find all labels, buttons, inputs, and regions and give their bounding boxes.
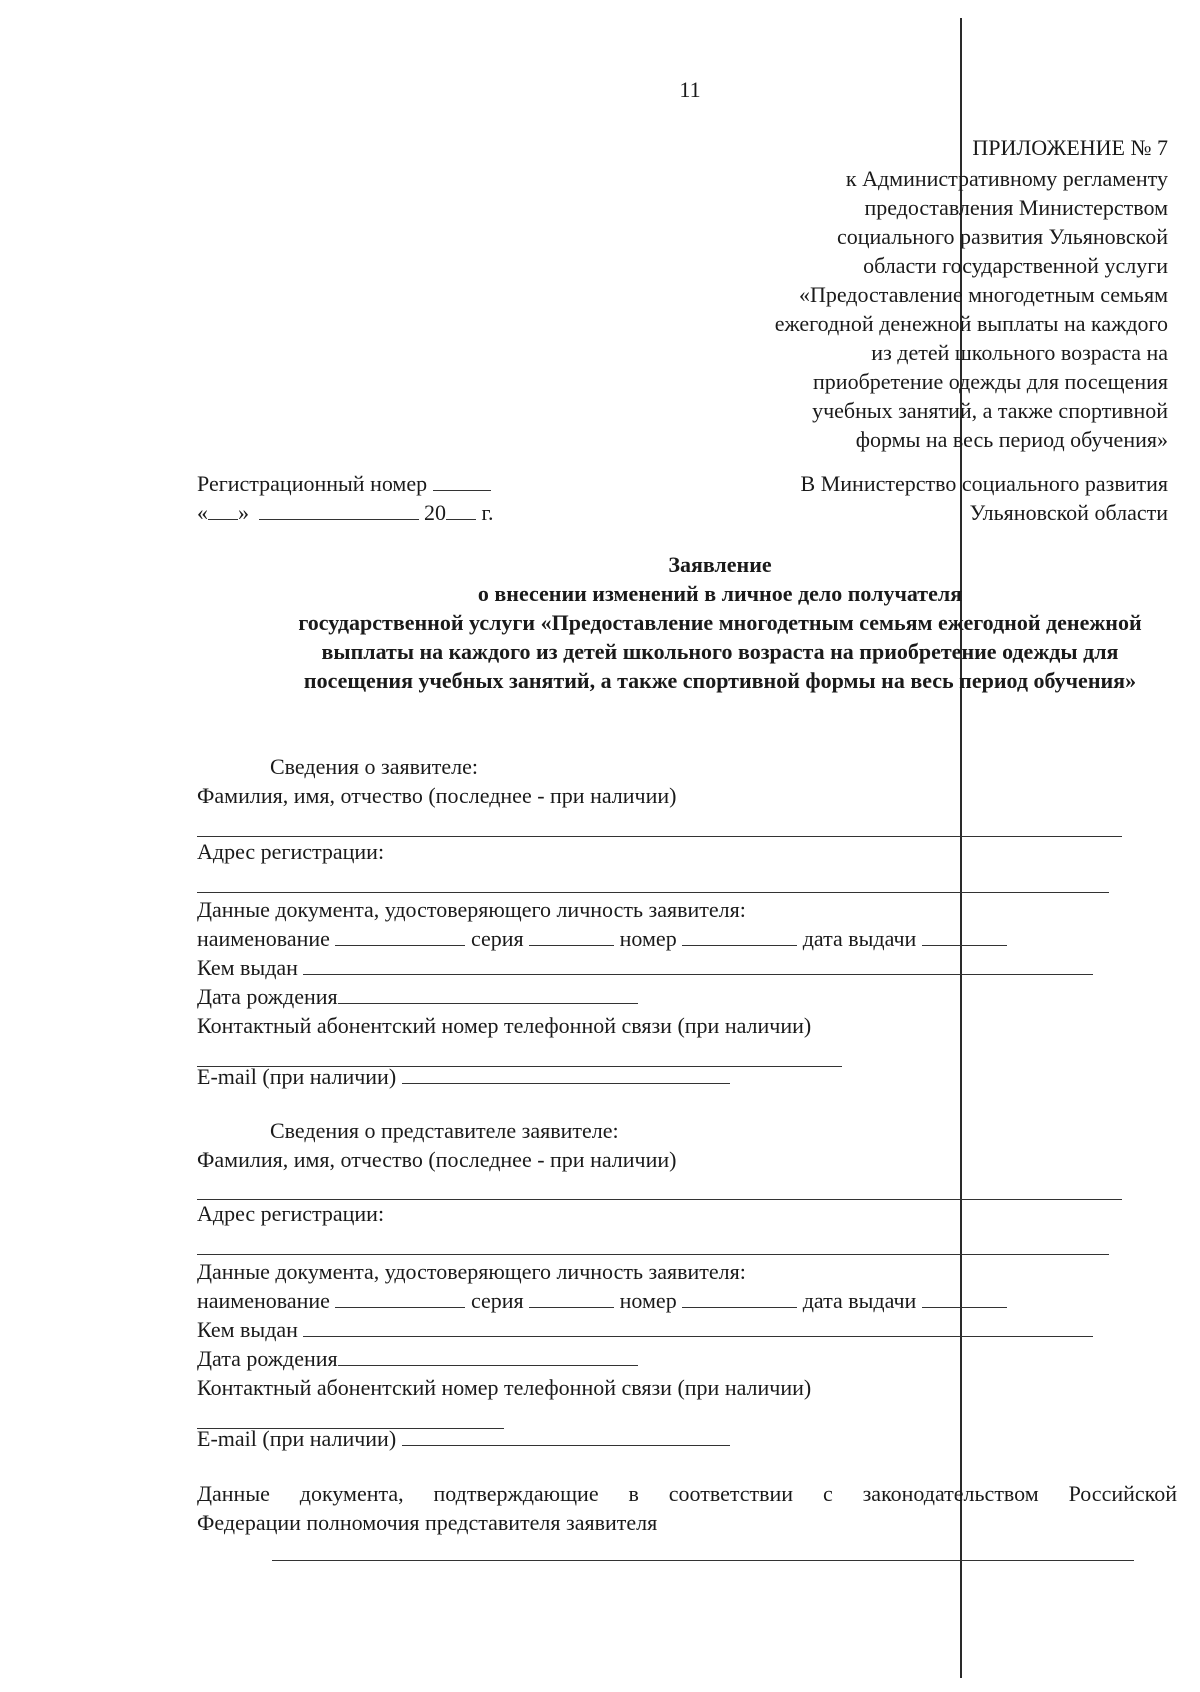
doc-name-label: наименование [197, 926, 330, 951]
representative-fio-label: Фамилия, имя, отчество (последнее - при наличии) [197, 1147, 677, 1172]
doc-name-field[interactable] [335, 925, 465, 946]
applicant-email-line [197, 1063, 730, 1091]
issued-by-field[interactable] [303, 954, 1093, 975]
representative-phone-label: Контактный абонентский номер телефонной связи (при наличии) [197, 1375, 812, 1400]
doc-number-label: номер [619, 926, 677, 951]
appendix-line: предоставления Министерством [864, 195, 1168, 220]
statement-subtitle: о внесении изменений в личное дело получателя [477, 581, 963, 606]
doc-date-field[interactable] [922, 1287, 1007, 1308]
appendix-line: «Предоставление многодетным семьям [798, 282, 1168, 307]
doc-date-label: дата выдачи [802, 926, 917, 951]
appendix-line: социального развития Ульяновской [836, 224, 1168, 249]
addressee-line: В Министерство социального развития [800, 471, 1168, 496]
representative-address-field[interactable] [197, 1254, 1109, 1255]
doc-date-label: дата выдачи [802, 1288, 917, 1313]
doc-name-label: наименование [197, 1288, 330, 1313]
representative-birth-line [197, 1345, 638, 1373]
doc-name-field[interactable] [335, 1287, 465, 1308]
birth-date-label: Дата рождения [197, 984, 338, 1009]
appendix-line: учебных занятий, а также спортивной [812, 398, 1168, 423]
email-label: E-mail (при наличии) [197, 1064, 397, 1089]
quote-open: « [197, 500, 208, 525]
representative-email-line [197, 1425, 730, 1453]
representative-doc-heading: Данные документа, удостоверяющего личность заявителя: [197, 1259, 746, 1284]
doc-number-label: номер [619, 1288, 677, 1313]
authority-field[interactable] [272, 1560, 1134, 1561]
applicant-fio-field[interactable] [197, 836, 1122, 837]
page-number: 11 [679, 77, 701, 102]
applicant-fio-label: Фамилия, имя, отчество (последнее - при наличии) [197, 783, 677, 808]
appendix-line: формы на весь период обучения» [855, 427, 1168, 452]
representative-heading: Сведения о представителе заявителе: [270, 1118, 619, 1143]
doc-series-field[interactable] [529, 1287, 614, 1308]
registration-day-field[interactable] [208, 499, 238, 520]
authority-line: Федерации полномочия представителя заявителя [197, 1510, 658, 1535]
doc-number-field[interactable] [682, 1287, 797, 1308]
registration-month-field[interactable] [259, 499, 419, 520]
birth-date-label: Дата рождения [197, 1346, 338, 1371]
email-field[interactable] [402, 1425, 730, 1446]
statement-subtitle: посещения учебных занятий, а также спортивной формы на весь период обучения» [303, 668, 1137, 693]
applicant-heading: Сведения о заявителе: [270, 754, 479, 779]
email-label: E-mail (при наличии) [197, 1426, 397, 1451]
issued-by-label: Кем выдан [197, 955, 298, 980]
issued-by-label: Кем выдан [197, 1317, 298, 1342]
applicant-doc-heading: Данные документа, удостоверяющего личность заявителя: [197, 897, 746, 922]
registration-number-line [197, 470, 491, 498]
registration-number-field[interactable] [433, 470, 491, 491]
appendix-heading: ПРИЛОЖЕНИЕ № 7 [972, 135, 1168, 160]
year-prefix: 20 [424, 500, 446, 525]
email-field[interactable] [402, 1063, 730, 1084]
appendix-line: к Административному регламенту [845, 166, 1168, 191]
birth-date-field[interactable] [338, 983, 638, 1004]
appendix-line: ежегодной денежной выплаты на каждого [774, 311, 1168, 336]
applicant-issued-by-line [197, 954, 1093, 982]
doc-series-field[interactable] [529, 925, 614, 946]
birth-date-field[interactable] [338, 1345, 638, 1366]
registration-year-field[interactable] [446, 499, 476, 520]
applicant-address-field[interactable] [197, 892, 1109, 893]
doc-series-label: серия [470, 1288, 524, 1313]
statement-subtitle: государственной услуги «Предоставление многодетным семьям ежегодной денежной [298, 610, 1142, 635]
registration-number-label: Регистрационный номер [197, 471, 428, 496]
applicant-doc-fields [197, 925, 1007, 953]
statement-title: Заявление [668, 552, 772, 577]
representative-issued-by-line [197, 1316, 1093, 1344]
doc-number-field[interactable] [682, 925, 797, 946]
representative-doc-fields [197, 1287, 1007, 1315]
statement-subtitle: выплаты на каждого из детей школьного возраста на приобретение одежды для [321, 639, 1119, 664]
doc-series-label: серия [470, 926, 524, 951]
registration-date-line [197, 499, 494, 527]
addressee-line: Ульяновской области [969, 500, 1168, 525]
year-suffix: г. [481, 500, 494, 525]
doc-date-field[interactable] [922, 925, 1007, 946]
authority-line: Данные документа, подтверждающие в соответствии с законодательством Российской [197, 1481, 1177, 1506]
applicant-phone-label: Контактный абонентский номер телефонной связи (при наличии) [197, 1013, 812, 1038]
representative-address-label: Адрес регистрации: [197, 1201, 385, 1226]
quote-close: » [238, 500, 249, 525]
issued-by-field[interactable] [303, 1316, 1093, 1337]
appendix-line: приобретение одежды для посещения [813, 369, 1168, 394]
appendix-line: области государственной услуги [863, 253, 1168, 278]
appendix-line: из детей школьного возраста на [871, 340, 1168, 365]
applicant-birth-line [197, 983, 638, 1011]
applicant-address-label: Адрес регистрации: [197, 839, 385, 864]
